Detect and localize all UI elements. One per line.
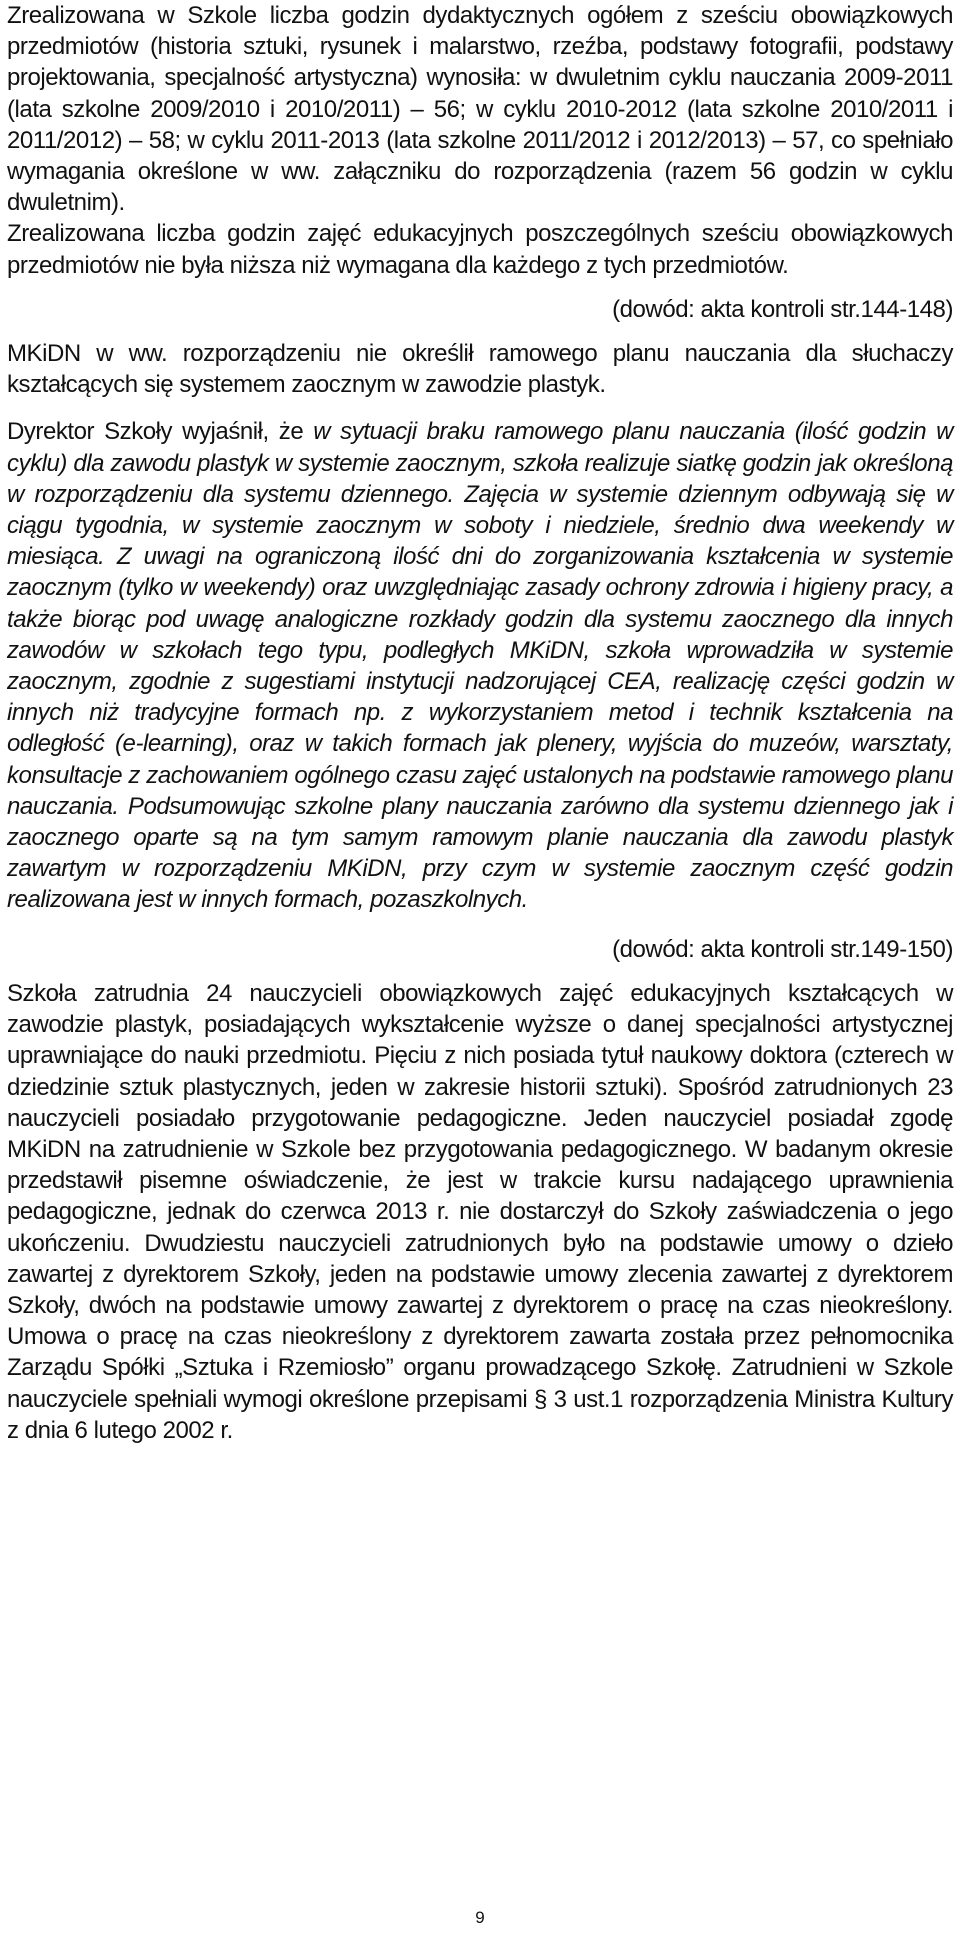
page-number: 9 — [475, 1908, 485, 1927]
spacer — [7, 916, 953, 934]
paragraph-teachers: Szkoła zatrudnia 24 nauczycieli obowiązkowych zajęć edukacyjnych kształcących w zawodzie plastyk, posiadających wykształcenie wyższe o danej specjalności artystycznej uprawniające do nauki przedmiotu. Pięciu z nich posiada tytuł naukowy doktora (czterech w dziedzinie sztuk plastycznych, jeden w zakresie historii sztuki). Spośród zatrudnionych 23 nauczycieli posiadało przygotowanie pedagogiczne. Jeden nauczyciel posiadał zgodę MKiDN na zatrudnienie w Szkole bez przygotowania pedagogicznego. W badanym okresie przedstawił pisemne oświadczenie, że jest w trakcie kursu nadającego uprawnienia pedagogiczne, jednak do czerwca 2013 r. nie dostarczył do Szkoły zaświadczenia o jego ukończeniu. Dwudziestu nauczycieli zatrudnionych było na podstawie umowy o dzieło zawartej z dyrektorem Szkoły, jeden na podstawie umowy zlecenia zawartej z dyrektorem Szkoły, dwóch na podstawie umowy zawartej z dyrektorem o pracę na czas nieokreślony. Umowa o pracę na czas nieokreślony z dyrektorem zawarta została przez pełnomocnika Zarządu Spółki „Sztuka i Rzemiosło” organu prowadzącego Szkołę. Zatrudnieni w Szkole nauczyciele spełniali wymogi określone przepisami § 3 ust.1 rozporządzenia Ministra Kultury z dnia 6 lutego 2002 r. — [7, 979, 953, 1444]
evidence-reference: (dowód: akta kontroli str.144-148) — [612, 295, 953, 323]
spacer — [7, 400, 953, 416]
spacer — [7, 325, 953, 338]
paragraph-mkidn-regulation: MKiDN w ww. rozporządzeniu nie określił ramowego planu nauczania dla słuchaczy kształcących się systemem zaocznym w zawodzie plastyk. — [7, 340, 953, 399]
explanation-quote: w sytuacji braku ramowego planu nauczania (ilość godzin w cyklu) dla zawodu plastyk w systemie zaocznym, szkoła realizuje siatkę godzin jak określoną w rozporządzeniu dla systemu dziennego. Zajęcia w systemie dziennym odbywają się w ciągu tygodnia, w systemie zaocznym w soboty i niedziele, średnio dwa weekendy w miesiąca. Z uwagi na ograniczoną ilość dni do zorganizowania kształcenia w systemie zaocznym (tylko w weekendy) oraz uwzględniając zasady ochrony zdrowia i higieny pracy, a także biorąc pod uwagę analogiczne rozkłady godzin dla systemu zaocznego dla innych zawodów w szkołach tego typu, podległych MKiDN, szkoła wprowadziła w systemie zaocznym, zgodnie z sugestiami instytucji nadzorującej CEA, realizację części godzin w innych niż tradycyjne formach np. z wykorzystaniem metod i technik kształcenia na odległość (e-learning), oraz w takich formach jak plenery, wyjścia do muzeów, warsztaty, konsultacje z zachowaniem ogólnego czasu zajęć ustalonych na podstawie ramowego planu nauczania. Podsumowując szkolne plany nauczania zarówno dla systemu dziennego jak i zaocznego oparte są na tym samym ramowym planie nauczania dla zawodu plastyk zawartym w rozporządzeniu MKiDN, przy czym w systemie zaocznym część godzin realizowana jest w innych formach, pozaszkolnych. — [7, 418, 954, 914]
spacer — [7, 281, 953, 294]
document-page — [7, 0, 953, 1446]
spacer — [7, 965, 953, 978]
paragraph-hours-per-subject: Zrealizowana liczba godzin zajęć edukacyjnych poszczególnych sześciu obowiązkowych przedmiotów nie była niższa niż wymagana dla każdego z tych przedmiotów. — [7, 220, 953, 279]
paragraph-hours-realized: Zrealizowana w Szkole liczba godzin dydaktycznych ogółem z sześciu obowiązkowych przedmiotów (historia sztuki, rysunek i malarstwo, rzeźba, podstawy fotografii, podstawy projektowania, specjalność artystyczna) wynosiła: w dwuletnim cyklu nauczania 2009-2011 (lata szkolne 2009/2010 i 2010/2011) – 56; w cyklu 2010-2012 (lata szkolne 2010/2011 i 2011/2012) – 58; w cyklu 2011-2013 (lata szkolne 2011/2012 i 2012/2013) – 57, co spełniało wymagania określone w ww. załączniku do rozporządzenia (razem 56 godzin w cyklu dwuletnim). — [7, 2, 953, 217]
explanation-lead: Dyrektor Szkoły wyjaśnił, że — [7, 418, 314, 446]
paragraph-director-explanation — [7, 416, 953, 915]
evidence-reference: (dowód: akta kontroli str.149-150) — [612, 935, 953, 963]
